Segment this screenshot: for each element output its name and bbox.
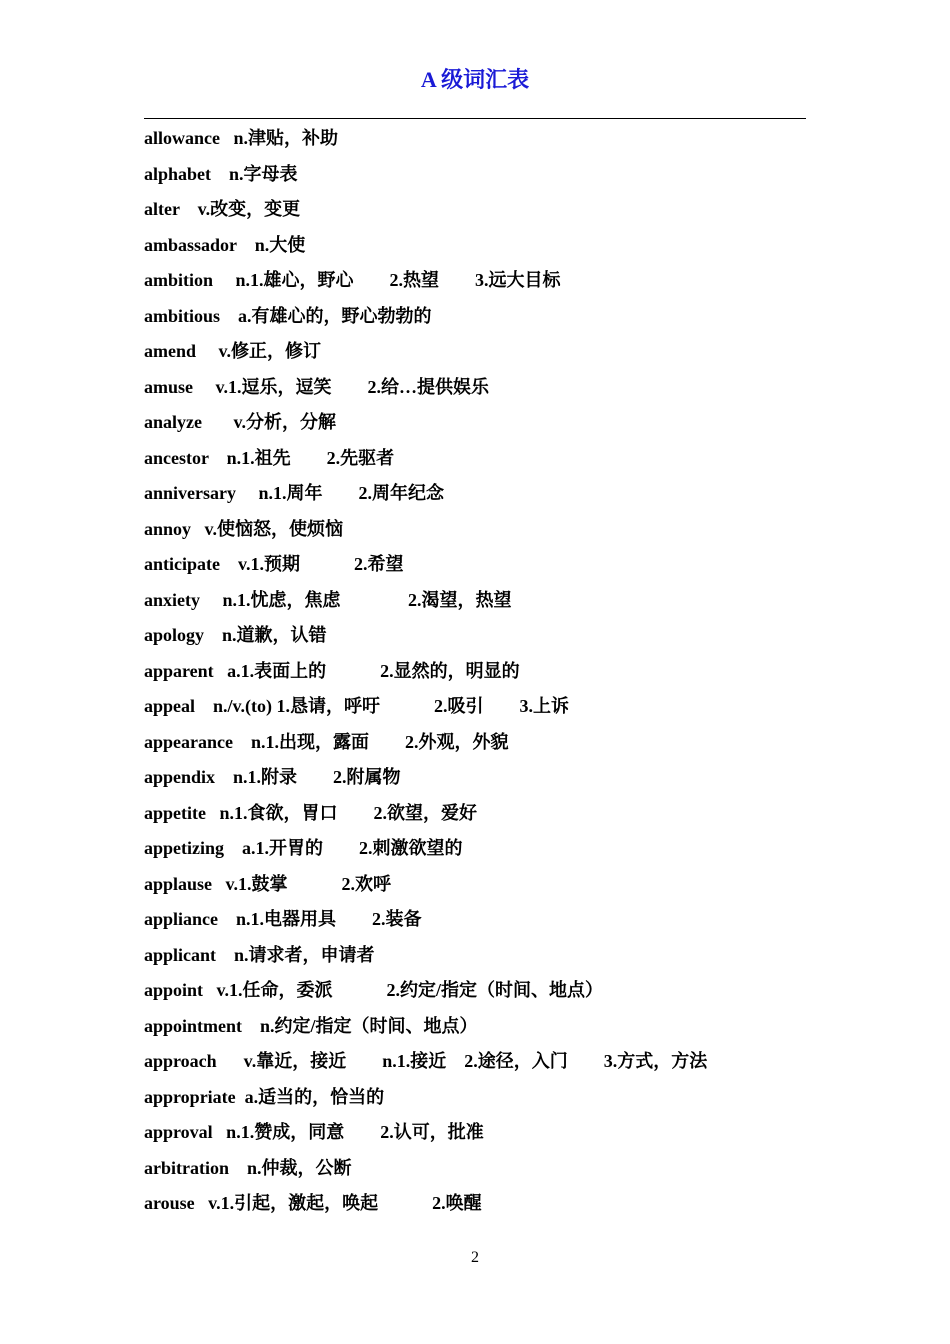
vocabulary-entry: appetizing a.1.开胃的 2.刺激欲望的 — [144, 838, 463, 858]
vocabulary-entry: appendix n.1.附录 2.附属物 — [144, 767, 401, 787]
vocabulary-entry: ambassador n.大使 — [144, 234, 306, 255]
vocabulary-entry: apparent a.1.表面上的 2.显然的，明显的 — [144, 660, 520, 681]
vocabulary-entry: anxiety n.1.忧虑，焦虑 2.渴望，热望 — [144, 589, 512, 610]
vocabulary-entry: anticipate v.1.预期 2.希望 — [144, 554, 404, 574]
vocabulary-entry: appoint v.1.任命，委派 2.约定/指定（时间、地点） — [144, 980, 604, 1000]
vocabulary-entry: amend v.修正，修订 — [144, 341, 322, 361]
vocabulary-entry: ambition n.1.雄心，野心 2.热望 3.远大目标 — [144, 270, 561, 290]
vocabulary-entry: apology n.道歉，认错 — [144, 625, 327, 645]
vocabulary-entry: amuse v.1.逗乐，逗笑 2.给…提供娱乐 — [144, 376, 490, 397]
page-number: 2 — [471, 1249, 479, 1266]
vocabulary-entry: appeal n./v.(to) 1.恳请，呼吁 2.吸引 3.上诉 — [144, 696, 570, 716]
vocabulary-entry: appetite n.1.食欲，胃口 2.欲望，爱好 — [144, 802, 477, 823]
vocabulary-entry: ancestor n.1.祖先 2.先驱者 — [144, 447, 395, 468]
vocabulary-entry: approach v.靠近，接近 n.1.接近 2.途径，入门 3.方式，方法 — [144, 1051, 708, 1071]
vocabulary-entry: alter v.改变，变更 — [144, 199, 301, 219]
vocabulary-entry: appointment n.约定/指定（时间、地点） — [144, 1015, 478, 1036]
vocabulary-entry: applicant n.请求者，申请者 — [144, 944, 375, 965]
vocabulary-entry: arouse v.1.引起，激起，唤起 2.唤醒 — [144, 1193, 482, 1213]
vocabulary-entry: allowance n.津贴，补助 — [144, 128, 339, 148]
vocabulary-entry: ambitious a.有雄心的，野心勃勃的 — [144, 305, 432, 326]
vocabulary-entry: approval n.1.赞成，同意 2.认可，批准 — [144, 1122, 484, 1142]
vocabulary-entry: annoy v.使恼怒，使烦恼 — [144, 518, 344, 539]
vocabulary-entry: appliance n.1.电器用具 2.装备 — [144, 909, 422, 929]
vocabulary-entry: appropriate a.适当的，恰当的 — [144, 1086, 385, 1107]
page-title: A 级词汇表 — [420, 67, 530, 92]
title-divider — [144, 118, 806, 119]
vocabulary-entry: applause v.1.鼓掌 2.欢呼 — [144, 873, 392, 894]
vocabulary-entry: anniversary n.1.周年 2.周年纪念 — [144, 483, 445, 503]
vocabulary-entry: arbitration n.仲裁，公断 — [144, 1157, 352, 1178]
vocabulary-list — [144, 121, 844, 1222]
vocabulary-entry: alphabet n.字母表 — [144, 163, 298, 184]
vocabulary-entry: appearance n.1.出现，露面 2.外观，外貌 — [144, 731, 509, 752]
vocabulary-entry: analyze v.分析，分解 — [144, 412, 336, 432]
